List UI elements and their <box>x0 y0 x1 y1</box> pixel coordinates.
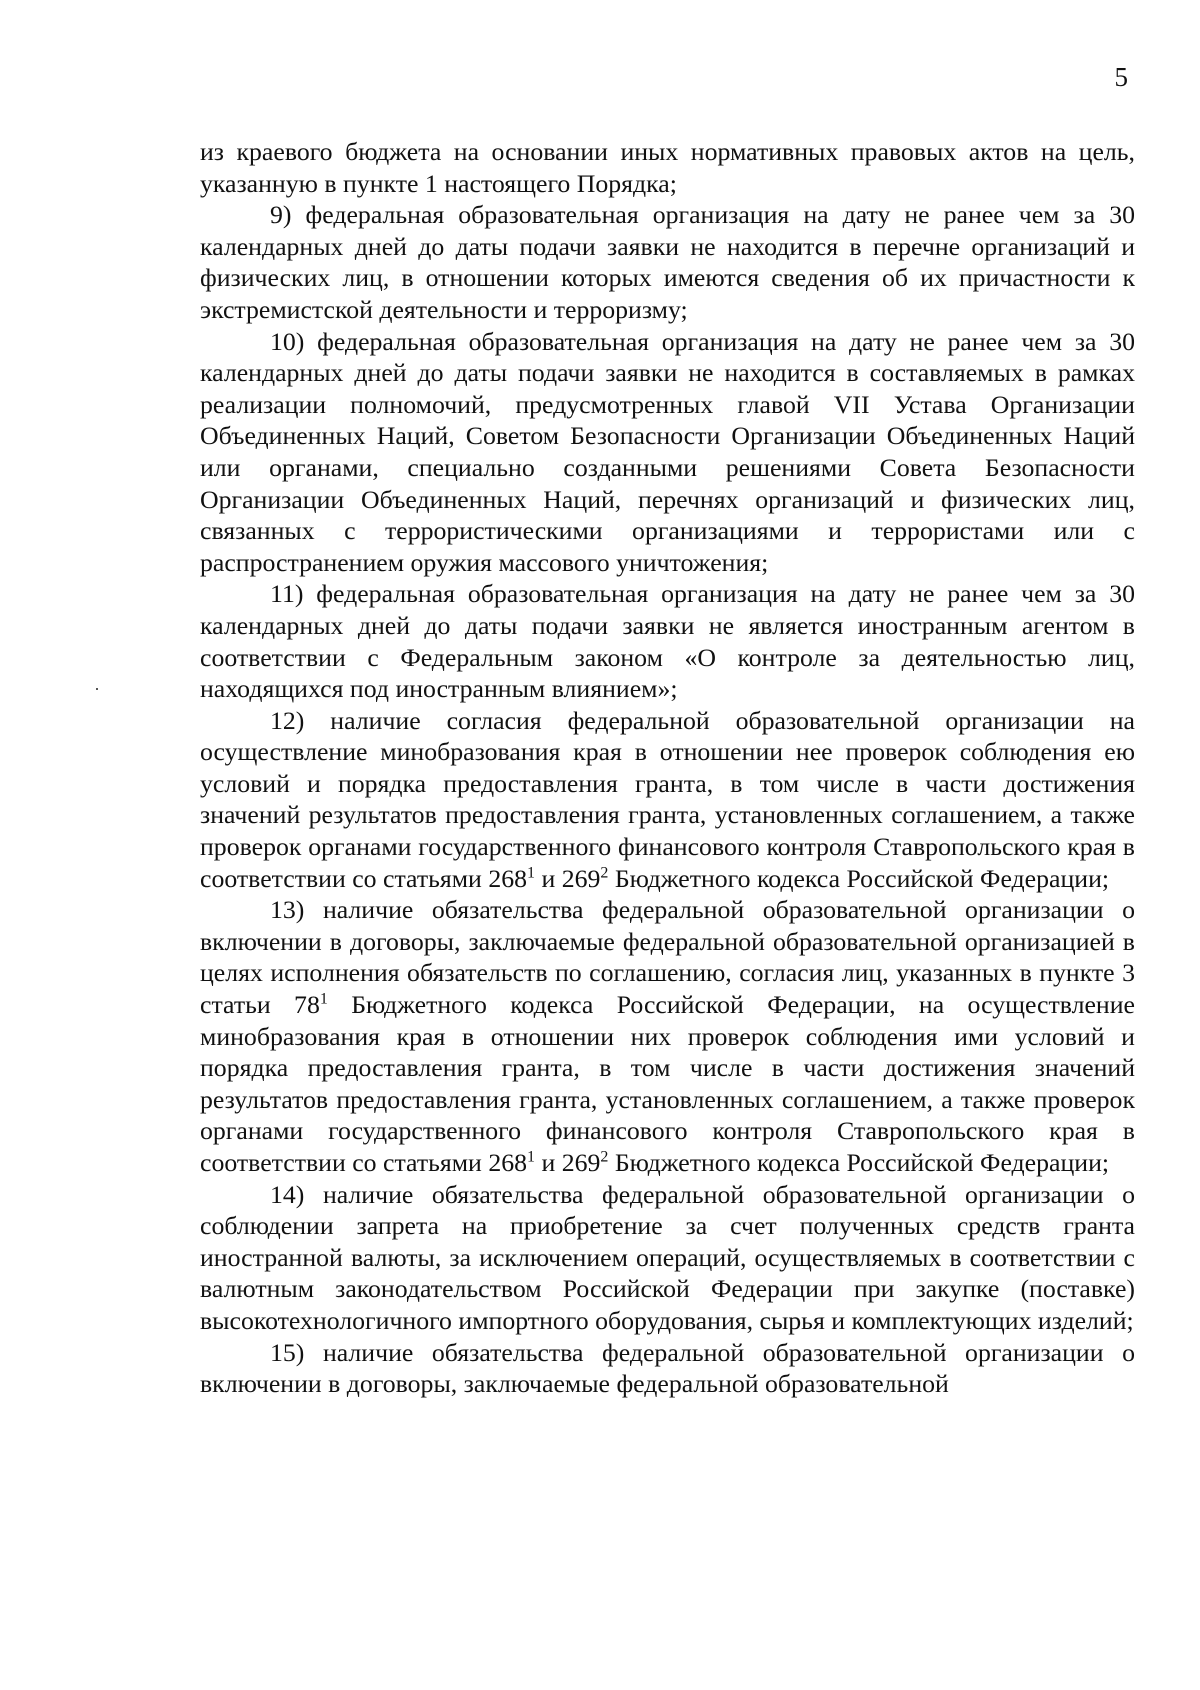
superscript: 1 <box>319 990 328 1008</box>
superscript: 1 <box>527 864 536 882</box>
paragraph-item-13-part-a: 13) наличие обязательства федеральной образовательной организации о включении в договоры, заключаемые федеральной образовательной организацией в целях исполнения обязательств по соглашению, согласия лиц, указанных в пункте 3 статьи 78 <box>200 895 1135 1020</box>
document-body <box>200 136 1135 1400</box>
superscript: 2 <box>600 864 609 882</box>
paragraph-item-12-part-c: Бюджетного кодекса Российской Федерации; <box>608 863 1110 893</box>
paragraph-item-15: 15) наличие обязательства федеральной образовательной организации о включении в договоры, заключаемые федеральной образовательной <box>200 1337 1135 1399</box>
paragraph-continuation: из краевого бюджета на основании иных нормативных правовых актов на цель, указанную в пункте 1 настоящего Порядка; <box>200 137 1135 198</box>
paragraph-item-10: 10) федеральная образовательная организация на дату не ранее чем за 30 календарных дней до даты подачи заявки не находится в составляемых в рамках реализации полномочий, предусмотренных главой VII Устава Организации Объединенных Наций, Советом Безопасности Организации Объединенных Наций или органами, специально созданными решениями Совета Безопасности Организации Объединенных Наций, перечнях организаций и физических лиц, связанных с террористическими организациями и террористами или с распространением оружия массового уничтожения; <box>200 326 1135 577</box>
paragraph-item-13 <box>200 894 1135 1178</box>
paragraph-item-13-part-b: Бюджетного кодекса Российской Федерации, на осуществление минобразования края в отношении них проверок соблюдения ими условий и порядка предоставления гранта, в том числе в части достижения значений результатов предоставления гранта, установленных соглашением, а также проверок органами государственного финансового контроля Ставропольского края в соответствии со статьями 268 <box>200 990 1135 1177</box>
paragraph-item-13-part-c: и 269 <box>535 1148 601 1177</box>
paragraph-item-9: 9) федеральная образовательная организация на дату не ранее чем за 30 календарных дней до даты подачи заявки не находится в перечне организаций и физических лиц, в отношении которых имеются сведения об их причастности к экстремистской деятельности и терроризму; <box>200 200 1135 324</box>
scan-speck <box>96 688 98 690</box>
superscript: 1 <box>527 1148 536 1166</box>
paragraph-item-12-part-b: и 269 <box>535 863 601 893</box>
paragraph-item-13-part-d: Бюджетного кодекса Российской Федерации; <box>608 1148 1110 1177</box>
paragraph-item-14: 14) наличие обязательства федеральной образовательной организации о соблюдении запрета на приобретение за счет полученных средств гранта иностранной валюты, за исключением операций, осуществляемых в соответствии с валютным законодательством Российской Федерации при закупке (поставке) высокотехнологичного импортного оборудования, сырья и комплектующих изделий; <box>200 1179 1135 1335</box>
paragraph-item-11: 11) федеральная образовательная организация на дату не ранее чем за 30 календарных дней до даты подачи заявки не является иностранным агентом в соответствии с Федеральным законом «О контроле за деятельностью лиц, находящихся под иностранным влиянием»; <box>200 579 1135 704</box>
page-number: 5 <box>1114 62 1128 92</box>
paragraph-item-12 <box>200 705 1135 895</box>
superscript: 2 <box>600 1148 609 1166</box>
paragraph-item-12-part-a: 12) наличие согласия федеральной образовательной организации на осуществление минобразования края в отношении нее проверок соблюдения ею условий и порядка предоставления гранта, в том числе в части достижения значений результатов предоставления гранта, установленных соглашением, а также проверок органами государственного финансового контроля Ставропольского края в соответствии со статьями 268 <box>200 705 1135 893</box>
